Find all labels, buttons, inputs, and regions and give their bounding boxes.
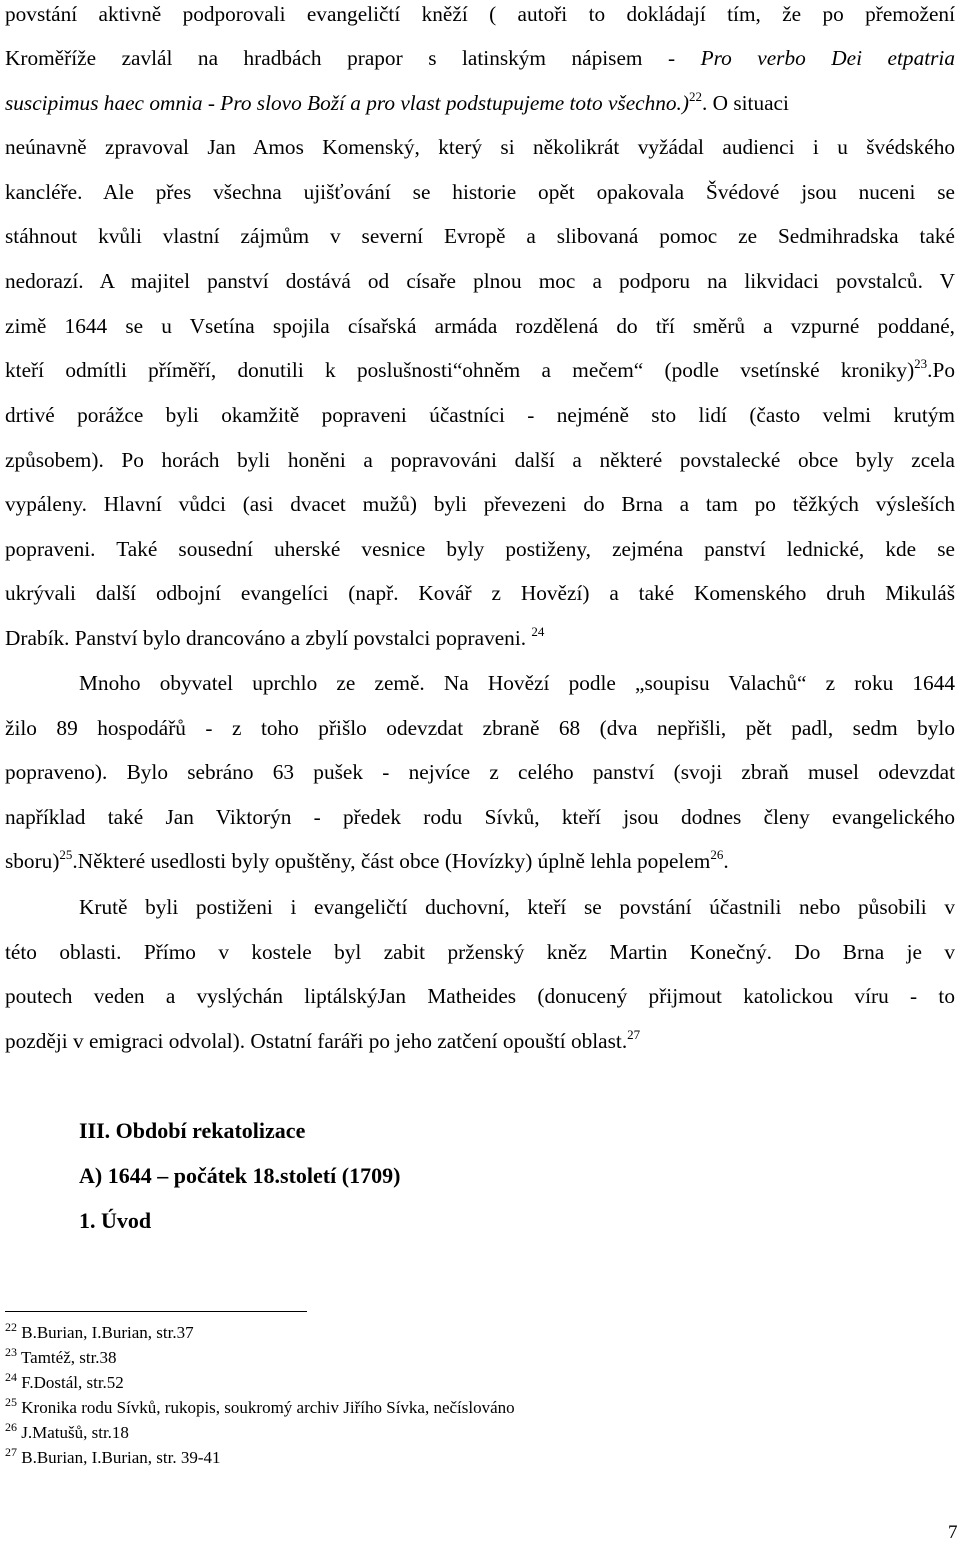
footnote-text: Tamtéž, str.38 [20,1348,117,1367]
body-line-15 [5,625,955,651]
footnote-text: F.Dostál, str.52 [21,1373,124,1392]
footnote-number: 23 [5,1345,17,1359]
section-heading: III. Období rekatolizace [79,1118,306,1143]
footnote-26 [5,1422,129,1444]
footnote-number: 26 [5,1420,17,1434]
line-9-end: .Po [927,358,955,382]
body-line-18: popraveno). Bylo sebráno 63 pušek - nejvíce z celého panství (svoji zbraň musel odevzdat [5,760,955,784]
page-number: 7 [948,1522,958,1543]
footnote-separator [5,1311,307,1312]
footnote-number: 22 [5,1320,17,1334]
body-line-7: nedorazí. A majitel panství dostává od císaře plnou moc a podporu na likvidaci povstalců. V [5,269,955,293]
subsection-heading: A) 1644 – počátek 18.století (1709) [79,1163,401,1188]
body-line-21: Krutě byli postiženi i evangeličtí duchovní, kteří se povstání účastnili nebo působili v [79,895,955,919]
footnote-23 [5,1347,117,1369]
body-line-13: popraveni. Také sousední uherské vesnice byly postiženy, zejména panství lednické, kde se [5,537,955,561]
footnote-ref-23: 23 [914,356,928,371]
line-20-b: .Některé usedlosti byly opuštěny, část obce (Hovízky) úplně lehla popelem [72,849,711,873]
body-line-6: stáhnout kvůli vlastní zájmům v severní Evropě a slibovaná pomoc ze Sedmihradska také [5,224,955,248]
line-20-c: . [723,849,729,873]
footnote-text: B.Burian, I.Burian, str. 39-41 [21,1448,221,1467]
body-line-8: zimě 1644 se u Vsetína spojila císařská armáda rozdělená do tří směrů a vzpurné poddané, [5,314,955,338]
body-line-1: povstání aktivně podporovali evangeličtí kněží ( autoři to dokládají tím, že po přemožení [5,2,955,26]
footnote-text: Kronika rodu Sívků, rukopis, soukromý archiv Jiřího Sívka, nečíslováno [21,1398,515,1417]
body-line-3 [5,90,955,116]
body-line-16: Mnoho obyvatel uprchlo ze země. Na Hovězí podle „soupisu Valachů“ z roku 1644 [79,671,955,695]
footnote-ref-24: 24 [531,624,545,639]
footnote-text: J.Matušů, str.18 [21,1423,129,1442]
line-15-text: Drabík. Panství bylo drancováno a zbylí povstalci popraveni. [5,626,527,650]
body-line-20 [5,848,955,874]
body-line-12: vypáleny. Hlavní vůdci (asi dvacet mužů) byli převezeni do Brna a tam po těžkých výsleších [5,492,955,516]
footnote-ref-26: 26 [710,847,724,862]
footnote-number: 27 [5,1445,17,1459]
line-9-text: kteří odmítli příměří, donutili k poslušnosti“ohněm a mečem“ (podle vsetínské kroniky) [5,358,915,382]
body-line-17: žilo 89 hospodářů - z toho přišlo odevzdat zbraně 68 (dva nepřišli, pět padl, sedm bylo [5,716,955,740]
body-line-10: drtivé porážce byli okamžitě popraveni účastníci - nejméně sto lidí (často velmi krutým [5,403,955,427]
footnote-25 [5,1397,515,1419]
latin-motto: Pro verbo Dei etpatria [700,46,955,70]
czech-motto: suscipimus haec omnia - Pro slovo Boží a pro vlast podstupujeme toto všechno. [5,91,682,115]
body-line-9 [5,357,955,383]
body-line-24 [5,1028,955,1054]
line-24-text: později v emigraci odvolal). Ostatní faráři po jeho zatčení opouští oblast. [5,1029,628,1053]
footnote-22 [5,1322,194,1344]
body-line-2 [5,45,955,71]
body-line-5: kancléře. Ale přes všechna ujišťování se historie opět opakovala Švédové jsou nuceni se [5,180,955,204]
line-20-a: sboru) [5,849,60,873]
footnote-number: 24 [5,1370,17,1384]
motto-paren: ) [681,91,689,115]
footnote-ref-27: 27 [627,1027,641,1042]
body-line-11: způsobem). Po horách byli honěni a popravováni další a některé povstalecké obce byly zcela [5,448,955,472]
body-line-23: poutech veden a vyslýchán liptálskýJan Matheides (donucený přijmout katolickou víru - to [5,984,955,1008]
body-line-14: ukrývali další odbojní evangelíci (např. Kovář z Hovězí) a také Komenského druh Mikuláš [5,581,955,605]
body-line-22: této oblasti. Přímo v kostele byl zabit prženský kněz Martin Konečný. Do Brna je v [5,940,955,964]
footnote-ref-25: 25 [59,847,73,862]
body-line-19: například také Jan Viktorýn - předek rodu Sívků, kteří jsou dodnes členy evangelického [5,805,955,829]
footnote-24 [5,1372,124,1394]
subsubsection-heading: 1. Úvod [79,1208,152,1233]
footnote-number: 25 [5,1395,17,1409]
footnote-27 [5,1447,221,1469]
line-3-rest: . O situaci [701,91,789,115]
footnote-ref-22: 22 [688,89,702,104]
body-line-4: neúnavně zpravoval Jan Amos Komenský, který si několikrát vyžádal audienci i u švédského [5,135,955,159]
line-2-text: Kroměříže zavlál na hradbách prapor s latinským nápisem - [5,46,701,70]
footnote-text: B.Burian, I.Burian, str.37 [21,1323,194,1342]
